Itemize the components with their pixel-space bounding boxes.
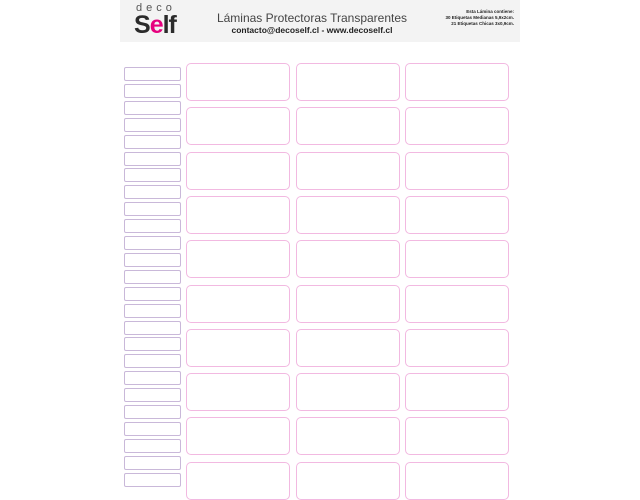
medium-label-slot [186, 196, 290, 234]
small-label-slot [124, 101, 181, 115]
small-label-slot [124, 304, 181, 318]
medium-label-slot [186, 152, 290, 190]
contact-line: contacto@decoself.cl - www.decoself.cl [231, 25, 393, 35]
medium-label-slot [405, 63, 509, 101]
info-line: Esta Lámina contiene: [466, 9, 514, 14]
small-label-slot [124, 422, 181, 436]
medium-label-slot [405, 417, 509, 455]
small-label-slot [124, 473, 181, 487]
small-label-slot [124, 219, 181, 233]
medium-label-slot [405, 107, 509, 145]
medium-label-slot [186, 462, 290, 500]
medium-label-slot [296, 63, 400, 101]
small-label-slot [124, 168, 181, 182]
medium-label-slot [296, 417, 400, 455]
medium-label-slot [296, 107, 400, 145]
medium-label-slot [186, 373, 290, 411]
medium-label-slot [186, 417, 290, 455]
medium-label-slot [296, 329, 400, 367]
medium-label-slot [296, 462, 400, 500]
small-label-slot [124, 135, 181, 149]
small-label-slot [124, 354, 181, 368]
medium-label-slot [405, 152, 509, 190]
medium-label-slot [186, 329, 290, 367]
small-label-slot [124, 152, 181, 166]
medium-label-slot [296, 240, 400, 278]
small-label-slot [124, 287, 181, 301]
small-label-slot [124, 118, 181, 132]
info-line: 30 Etiquetas Medianas 5,9x2cm. [445, 15, 514, 20]
small-label-slot [124, 253, 181, 267]
medium-label-slot [405, 462, 509, 500]
sheet-title: Láminas Protectoras Transparentes [216, 11, 408, 25]
small-label-slot [124, 456, 181, 470]
medium-label-slot [405, 373, 509, 411]
small-label-slot [124, 371, 181, 385]
small-label-slot [124, 439, 181, 453]
logo-self-text: Self [134, 11, 176, 39]
logo-deco-text: deco [136, 2, 176, 14]
medium-label-slot [186, 63, 290, 101]
info-line: 21 Etiquetas Chicas 3x0,9cm. [451, 21, 514, 26]
small-label-slot [124, 388, 181, 402]
small-label-slot [124, 337, 181, 351]
medium-label-slot [405, 196, 509, 234]
medium-label-slot [296, 285, 400, 323]
small-label-slot [124, 67, 181, 81]
small-label-slot [124, 84, 181, 98]
medium-label-slot [296, 373, 400, 411]
medium-label-slot [186, 285, 290, 323]
medium-label-slot [405, 285, 509, 323]
small-label-slot [124, 236, 181, 250]
small-label-slot [124, 270, 181, 284]
medium-label-slot [296, 152, 400, 190]
medium-label-slot [186, 240, 290, 278]
small-label-slot [124, 185, 181, 199]
small-label-slot [124, 202, 181, 216]
small-label-slot [124, 321, 181, 335]
medium-label-slot [296, 196, 400, 234]
small-label-slot [124, 405, 181, 419]
medium-label-slot [405, 329, 509, 367]
medium-label-slot [186, 107, 290, 145]
medium-label-slot [405, 240, 509, 278]
